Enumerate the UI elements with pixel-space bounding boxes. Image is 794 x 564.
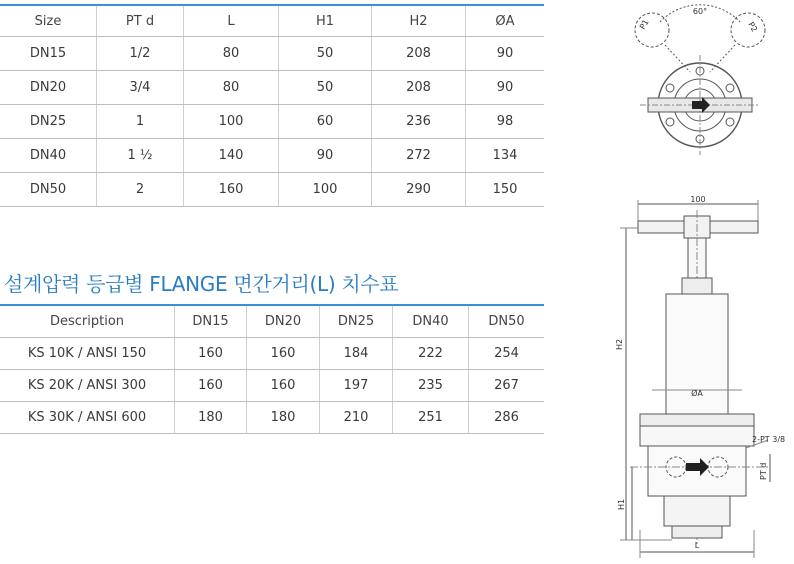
- table-cell: 80: [184, 71, 279, 105]
- table-cell: KS 10K / ANSI 150: [0, 338, 175, 370]
- table-row: [0, 139, 544, 173]
- diameter-label: ØA: [691, 389, 703, 398]
- table-cell: 251: [393, 402, 469, 434]
- gauge-label-p1: P1: [637, 17, 651, 31]
- width-label: 100: [690, 195, 706, 204]
- angle-label: 60°: [692, 7, 708, 16]
- table-cell: 254: [469, 338, 545, 370]
- table-cell: 1/2: [97, 37, 184, 71]
- gauge-label-p2: P2: [746, 20, 760, 34]
- table-cell: 80: [184, 37, 279, 71]
- table-row: [0, 71, 544, 105]
- table-row: [0, 173, 544, 207]
- table-cell: DN40: [0, 139, 97, 173]
- valve-front-view-drawing: [610, 190, 794, 562]
- table-cell: 1 ½: [97, 139, 184, 173]
- header-cell: Description: [0, 305, 175, 338]
- table-cell: DN20: [0, 71, 97, 105]
- header-cell: H1: [279, 5, 372, 37]
- table-cell: 180: [175, 402, 247, 434]
- header-cell: L: [184, 5, 279, 37]
- header-cell: DN20: [247, 305, 320, 338]
- table-row: [0, 402, 544, 434]
- header-cell: DN25: [320, 305, 393, 338]
- table-cell: 160: [247, 338, 320, 370]
- table-cell: 290: [372, 173, 466, 207]
- valve-top-view-drawing: [620, 0, 780, 160]
- table-cell: 50: [279, 71, 372, 105]
- table-cell: 160: [175, 370, 247, 402]
- table-cell: 140: [184, 139, 279, 173]
- table-cell: 180: [247, 402, 320, 434]
- dimension-table: [0, 4, 544, 207]
- table-cell: 160: [184, 173, 279, 207]
- bolt-hole: [726, 118, 734, 126]
- table-cell: 2: [97, 173, 184, 207]
- table-cell: 50: [279, 37, 372, 71]
- table-header-row: [0, 305, 544, 338]
- table-cell: KS 30K / ANSI 600: [0, 402, 175, 434]
- table-cell: 160: [247, 370, 320, 402]
- header-cell: DN40: [393, 305, 469, 338]
- table-cell: 208: [372, 37, 466, 71]
- bolt-hole: [726, 84, 734, 92]
- header-cell: DN15: [175, 305, 247, 338]
- header-cell: DN50: [469, 305, 545, 338]
- table-row: [0, 105, 544, 139]
- table-row: [0, 37, 544, 71]
- ptd-label: PT d: [759, 462, 768, 480]
- port-label: 2-PT 3/8: [752, 435, 786, 444]
- table-header-row: [0, 5, 544, 37]
- table-cell: 1: [97, 105, 184, 139]
- table-cell: 60: [279, 105, 372, 139]
- table-cell: 208: [372, 71, 466, 105]
- table-cell: DN25: [0, 105, 97, 139]
- table-cell: 90: [279, 139, 372, 173]
- bolt-hole: [666, 84, 674, 92]
- table-cell: 90: [466, 37, 545, 71]
- header-cell: H2: [372, 5, 466, 37]
- table-cell: 197: [320, 370, 393, 402]
- table-row: [0, 370, 544, 402]
- table-cell: 235: [393, 370, 469, 402]
- section-title: 설계압력 등급별 FLANGE 면간거리(L) 치수표: [4, 272, 399, 296]
- table-cell: 90: [466, 71, 545, 105]
- flange-table: [0, 304, 544, 434]
- table-cell: DN15: [0, 37, 97, 71]
- h2-label: H2: [615, 338, 624, 350]
- bolt-hole: [666, 118, 674, 126]
- table-cell: 100: [184, 105, 279, 139]
- table-cell: 160: [175, 338, 247, 370]
- header-cell: PT d: [97, 5, 184, 37]
- gauge-right-outline: [731, 13, 765, 47]
- header-cell: Size: [0, 5, 97, 37]
- table-cell: 286: [469, 402, 545, 434]
- header-cell: ØA: [466, 5, 545, 37]
- table-cell: 184: [320, 338, 393, 370]
- l-label: L: [694, 541, 700, 550]
- table-row: [0, 338, 544, 370]
- table-cell: 267: [469, 370, 545, 402]
- table-cell: KS 20K / ANSI 300: [0, 370, 175, 402]
- table-cell: 272: [372, 139, 466, 173]
- table-cell: 210: [320, 402, 393, 434]
- table-cell: 3/4: [97, 71, 184, 105]
- table-cell: 236: [372, 105, 466, 139]
- h1-label: H1: [617, 498, 626, 510]
- table-cell: 222: [393, 338, 469, 370]
- table-cell: 150: [466, 173, 545, 207]
- table-cell: 134: [466, 139, 545, 173]
- table-cell: 100: [279, 173, 372, 207]
- table-cell: 98: [466, 105, 545, 139]
- table-cell: DN50: [0, 173, 97, 207]
